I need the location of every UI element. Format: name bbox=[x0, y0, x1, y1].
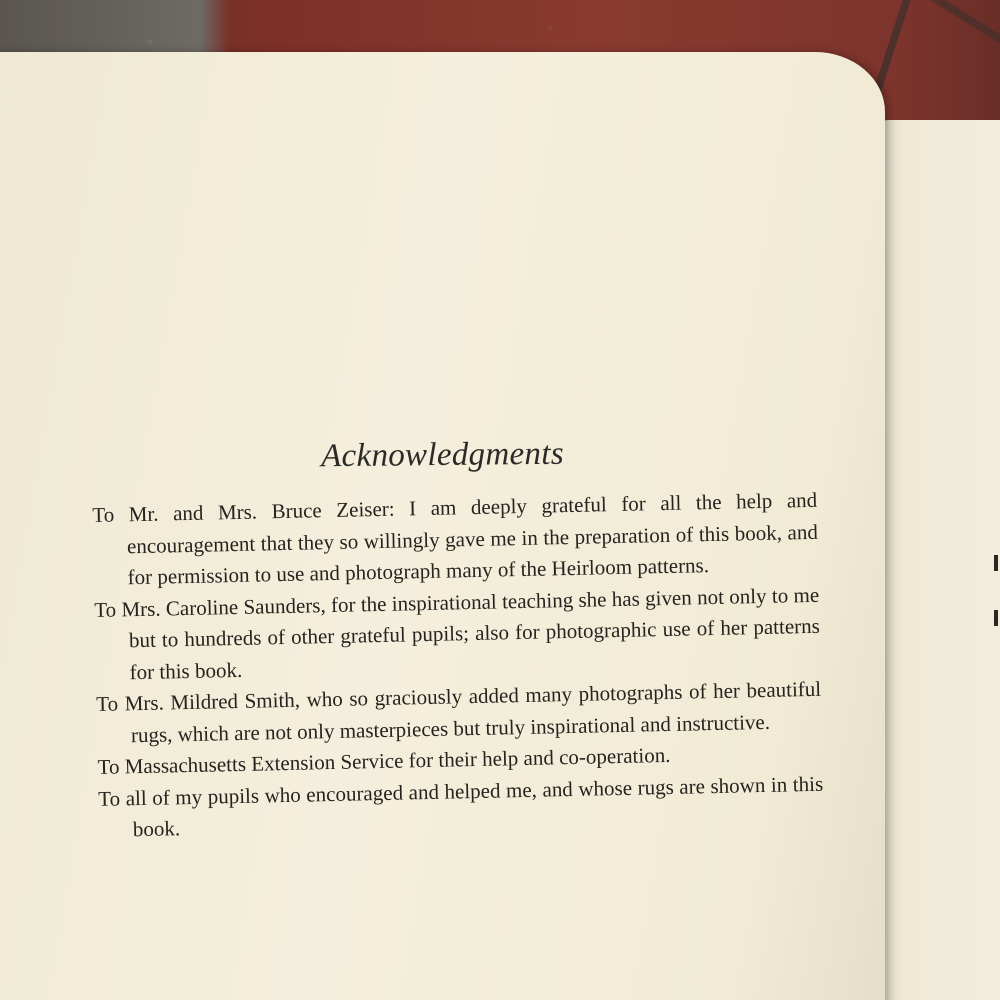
acknowledgment-paragraph: To Mr. and Mrs. Bruce Zeiser: I am deeply grateful for all the help and encouragement that they so willingly gave me in the preparation of this book, and for permission to use and photograph many of the Heirloom patterns. bbox=[92, 487, 819, 590]
acknowledgment-paragraph: To Massachusetts Extension Service for their help and co-operation. bbox=[97, 742, 671, 779]
acknowledgment-paragraph: To Mrs. Mildred Smith, who so graciously added many photographs of her beautiful rugs, which are not only masterpieces but truly inspirational and instructive. bbox=[96, 676, 822, 747]
acknowledgment-paragraph: To all of my pupils who encouraged and helped me, and whose rugs are shown in this book. bbox=[98, 771, 824, 842]
next-page-edge bbox=[878, 120, 1000, 1000]
page-title: Acknowledgments bbox=[320, 435, 565, 475]
next-page-text-fragment bbox=[994, 610, 998, 626]
acknowledgments-body bbox=[92, 485, 824, 847]
acknowledgment-paragraph: To Mrs. Caroline Saunders, for the inspirational teaching she has given not only to me but to hundreds of other grateful pupils; also for photographic use of her patterns for this book. bbox=[94, 582, 821, 684]
next-page-text-fragment bbox=[994, 555, 998, 571]
